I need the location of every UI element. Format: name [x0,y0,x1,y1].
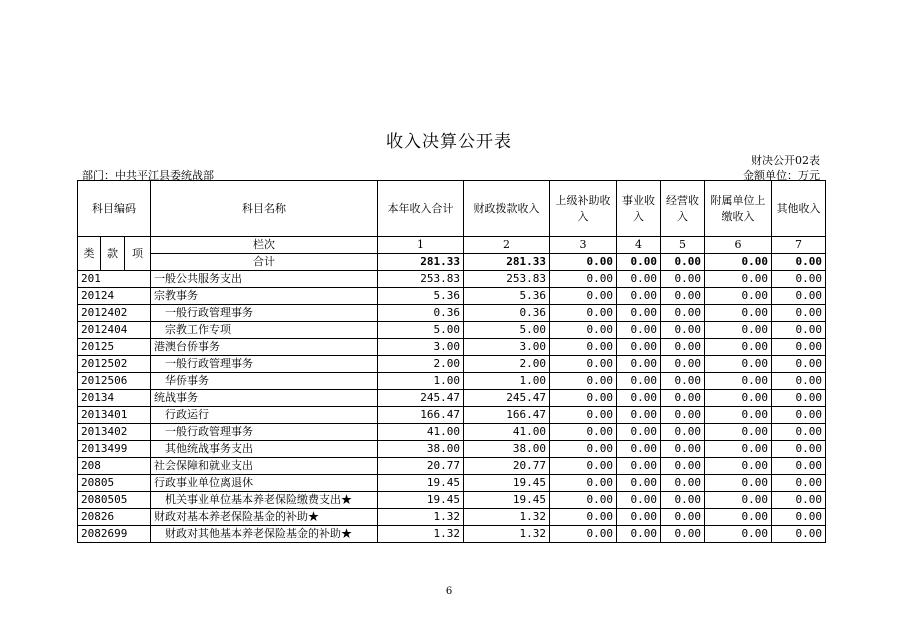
value-cell: 253.83 [464,271,550,288]
value-cell: 245.47 [464,390,550,407]
value-cell: 166.47 [464,407,550,424]
value-cell: 0.00 [550,407,617,424]
table-title: 收入决算公开表 [386,132,512,152]
value-cell: 0.00 [705,441,772,458]
table-row [78,475,826,492]
total-value: 0.00 [705,254,772,271]
value-cell: 0.00 [661,305,705,322]
value-cell: 38.00 [464,441,550,458]
value-cell: 0.00 [550,356,617,373]
value-cell: 0.00 [617,322,661,339]
total-row [78,254,826,271]
value-cell: 0.00 [617,492,661,509]
subject-code: 20826 [78,509,151,526]
table-row [78,492,826,509]
income-table [77,180,826,543]
value-cell: 0.00 [772,441,826,458]
header-kuan: 款 [101,237,125,271]
value-cell: 0.00 [550,271,617,288]
value-cell: 0.00 [772,526,826,543]
value-cell: 0.00 [661,526,705,543]
value-cell: 0.00 [617,407,661,424]
value-cell: 1.00 [464,373,550,390]
header-col4: 事业收入 [617,181,661,237]
value-cell: 0.00 [550,509,617,526]
value-cell: 0.00 [661,458,705,475]
value-cell: 0.00 [617,373,661,390]
value-cell: 0.00 [617,339,661,356]
total-label: 合计 [151,254,378,271]
table-row [78,373,826,390]
value-cell: 0.00 [772,271,826,288]
subject-name: 宗教事务 [151,288,378,305]
table-row [78,424,826,441]
header-row [78,181,826,237]
subject-code: 2012502 [78,356,151,373]
subject-name: 港澳台侨事务 [151,339,378,356]
subject-name: 行政事业单位离退休 [151,475,378,492]
value-cell: 0.00 [661,339,705,356]
total-value: 0.00 [661,254,705,271]
value-cell: 0.00 [617,458,661,475]
value-cell: 0.00 [661,288,705,305]
value-cell: 0.00 [617,475,661,492]
value-cell: 0.00 [705,390,772,407]
value-cell: 166.47 [378,407,464,424]
total-value: 0.00 [617,254,661,271]
subject-name: 一般行政管理事务 [151,424,378,441]
col-number: 3 [550,237,617,254]
table-row [78,526,826,543]
header-code: 科目编码 [78,181,151,237]
value-cell: 253.83 [378,271,464,288]
value-cell: 0.00 [550,373,617,390]
header-lei: 类 [78,237,101,271]
value-cell: 0.00 [661,356,705,373]
value-cell: 0.00 [772,509,826,526]
value-cell: 0.36 [378,305,464,322]
value-cell: 0.00 [772,475,826,492]
value-cell: 0.00 [661,271,705,288]
value-cell: 3.00 [378,339,464,356]
value-cell: 0.00 [550,288,617,305]
value-cell: 19.45 [464,492,550,509]
subject-code: 2013499 [78,441,151,458]
value-cell: 0.00 [661,492,705,509]
column-number-row [78,237,826,254]
value-cell: 0.00 [617,356,661,373]
value-cell: 0.00 [661,424,705,441]
value-cell: 0.00 [550,475,617,492]
lanci-label: 栏次 [151,237,378,254]
table-row [78,271,826,288]
col-number: 5 [661,237,705,254]
value-cell: 0.00 [772,458,826,475]
header-col5: 经营收入 [661,181,705,237]
value-cell: 0.36 [464,305,550,322]
subject-code: 20134 [78,390,151,407]
table-row [78,339,826,356]
value-cell: 0.00 [550,492,617,509]
col-number: 7 [772,237,826,254]
value-cell: 19.45 [464,475,550,492]
value-cell: 2.00 [464,356,550,373]
value-cell: 0.00 [661,509,705,526]
subject-code: 208 [78,458,151,475]
subject-code: 201 [78,271,151,288]
subject-name: 机关事业单位基本养老保险缴费支出★ [151,492,378,509]
value-cell: 5.00 [464,322,550,339]
subject-code: 20125 [78,339,151,356]
subject-name: 财政对其他基本养老保险基金的补助★ [151,526,378,543]
total-value: 0.00 [550,254,617,271]
value-cell: 0.00 [705,526,772,543]
value-cell: 0.00 [617,288,661,305]
value-cell: 0.00 [705,475,772,492]
table-row [78,288,826,305]
value-cell: 0.00 [705,288,772,305]
value-cell: 19.45 [378,492,464,509]
total-value: 281.33 [464,254,550,271]
subject-name: 华侨事务 [151,373,378,390]
value-cell: 1.32 [378,509,464,526]
value-cell: 0.00 [550,526,617,543]
value-cell: 0.00 [772,390,826,407]
value-cell: 5.00 [378,322,464,339]
value-cell: 0.00 [772,424,826,441]
value-cell: 1.00 [378,373,464,390]
value-cell: 0.00 [705,271,772,288]
value-cell: 5.36 [464,288,550,305]
subject-name: 社会保障和就业支出 [151,458,378,475]
value-cell: 0.00 [661,373,705,390]
subject-code: 2082699 [78,526,151,543]
value-cell: 41.00 [464,424,550,441]
header-col6: 附属单位上缴收入 [705,181,772,237]
value-cell: 0.00 [705,509,772,526]
value-cell: 0.00 [550,441,617,458]
subject-name: 一般公共服务支出 [151,271,378,288]
value-cell: 1.32 [464,526,550,543]
subject-code: 2013402 [78,424,151,441]
value-cell: 0.00 [661,441,705,458]
value-cell: 0.00 [617,305,661,322]
value-cell: 0.00 [550,322,617,339]
total-value: 281.33 [378,254,464,271]
value-cell: 2.00 [378,356,464,373]
subject-code: 2012506 [78,373,151,390]
value-cell: 41.00 [378,424,464,441]
col-number: 1 [378,237,464,254]
header-name: 科目名称 [151,181,378,237]
table-row [78,458,826,475]
subject-code: 2012402 [78,305,151,322]
value-cell: 0.00 [550,424,617,441]
subject-code: 2012404 [78,322,151,339]
value-cell: 0.00 [550,390,617,407]
subject-code: 2013401 [78,407,151,424]
subject-code: 2080505 [78,492,151,509]
value-cell: 0.00 [617,509,661,526]
col-number: 4 [617,237,661,254]
subject-name: 宗教工作专项 [151,322,378,339]
value-cell: 0.00 [772,492,826,509]
subject-name: 财政对基本养老保险基金的补助★ [151,509,378,526]
header-xiang: 项 [125,237,151,271]
value-cell: 245.47 [378,390,464,407]
value-cell: 0.00 [550,305,617,322]
value-cell: 20.77 [378,458,464,475]
value-cell: 1.32 [464,509,550,526]
value-cell: 0.00 [772,288,826,305]
table-row [78,356,826,373]
table-row [78,441,826,458]
subject-code: 20805 [78,475,151,492]
value-cell: 5.36 [378,288,464,305]
value-cell: 0.00 [705,305,772,322]
value-cell: 0.00 [705,339,772,356]
value-cell: 0.00 [617,441,661,458]
value-cell: 0.00 [705,356,772,373]
value-cell: 0.00 [705,407,772,424]
value-cell: 0.00 [705,373,772,390]
subject-name: 行政运行 [151,407,378,424]
form-code: 财决公开02表 [751,154,820,167]
value-cell: 0.00 [661,407,705,424]
header-col3: 上级补助收入 [550,181,617,237]
value-cell: 0.00 [772,373,826,390]
value-cell: 38.00 [378,441,464,458]
value-cell: 3.00 [464,339,550,356]
value-cell: 0.00 [550,458,617,475]
value-cell: 0.00 [772,305,826,322]
header-col7: 其他收入 [772,181,826,237]
value-cell: 19.45 [378,475,464,492]
subject-name: 统战事务 [151,390,378,407]
subject-name: 一般行政管理事务 [151,356,378,373]
value-cell: 0.00 [661,322,705,339]
table-row [78,407,826,424]
value-cell: 0.00 [772,407,826,424]
value-cell: 0.00 [617,271,661,288]
value-cell: 0.00 [617,526,661,543]
value-cell: 0.00 [661,475,705,492]
value-cell: 0.00 [772,322,826,339]
col-number: 6 [705,237,772,254]
value-cell: 0.00 [550,339,617,356]
subject-code: 20124 [78,288,151,305]
value-cell: 0.00 [705,458,772,475]
value-cell: 0.00 [705,492,772,509]
total-value: 0.00 [772,254,826,271]
unit-label: 金额单位：万元 [743,169,820,182]
table-row [78,390,826,407]
value-cell: 0.00 [772,339,826,356]
value-cell: 0.00 [772,356,826,373]
value-cell: 0.00 [617,424,661,441]
col-number: 2 [464,237,550,254]
department-label: 部门：中共平江县委统战部 [82,169,214,182]
table-row [78,509,826,526]
value-cell: 20.77 [464,458,550,475]
value-cell: 0.00 [617,390,661,407]
subject-name: 一般行政管理事务 [151,305,378,322]
header-col1: 本年收入合计 [378,181,464,237]
header-col2: 财政拨款收入 [464,181,550,237]
page-number: 6 [445,586,453,597]
table-row [78,322,826,339]
value-cell: 0.00 [705,424,772,441]
value-cell: 0.00 [661,390,705,407]
value-cell: 0.00 [705,322,772,339]
table-row [78,305,826,322]
subject-name: 其他统战事务支出 [151,441,378,458]
value-cell: 1.32 [378,526,464,543]
